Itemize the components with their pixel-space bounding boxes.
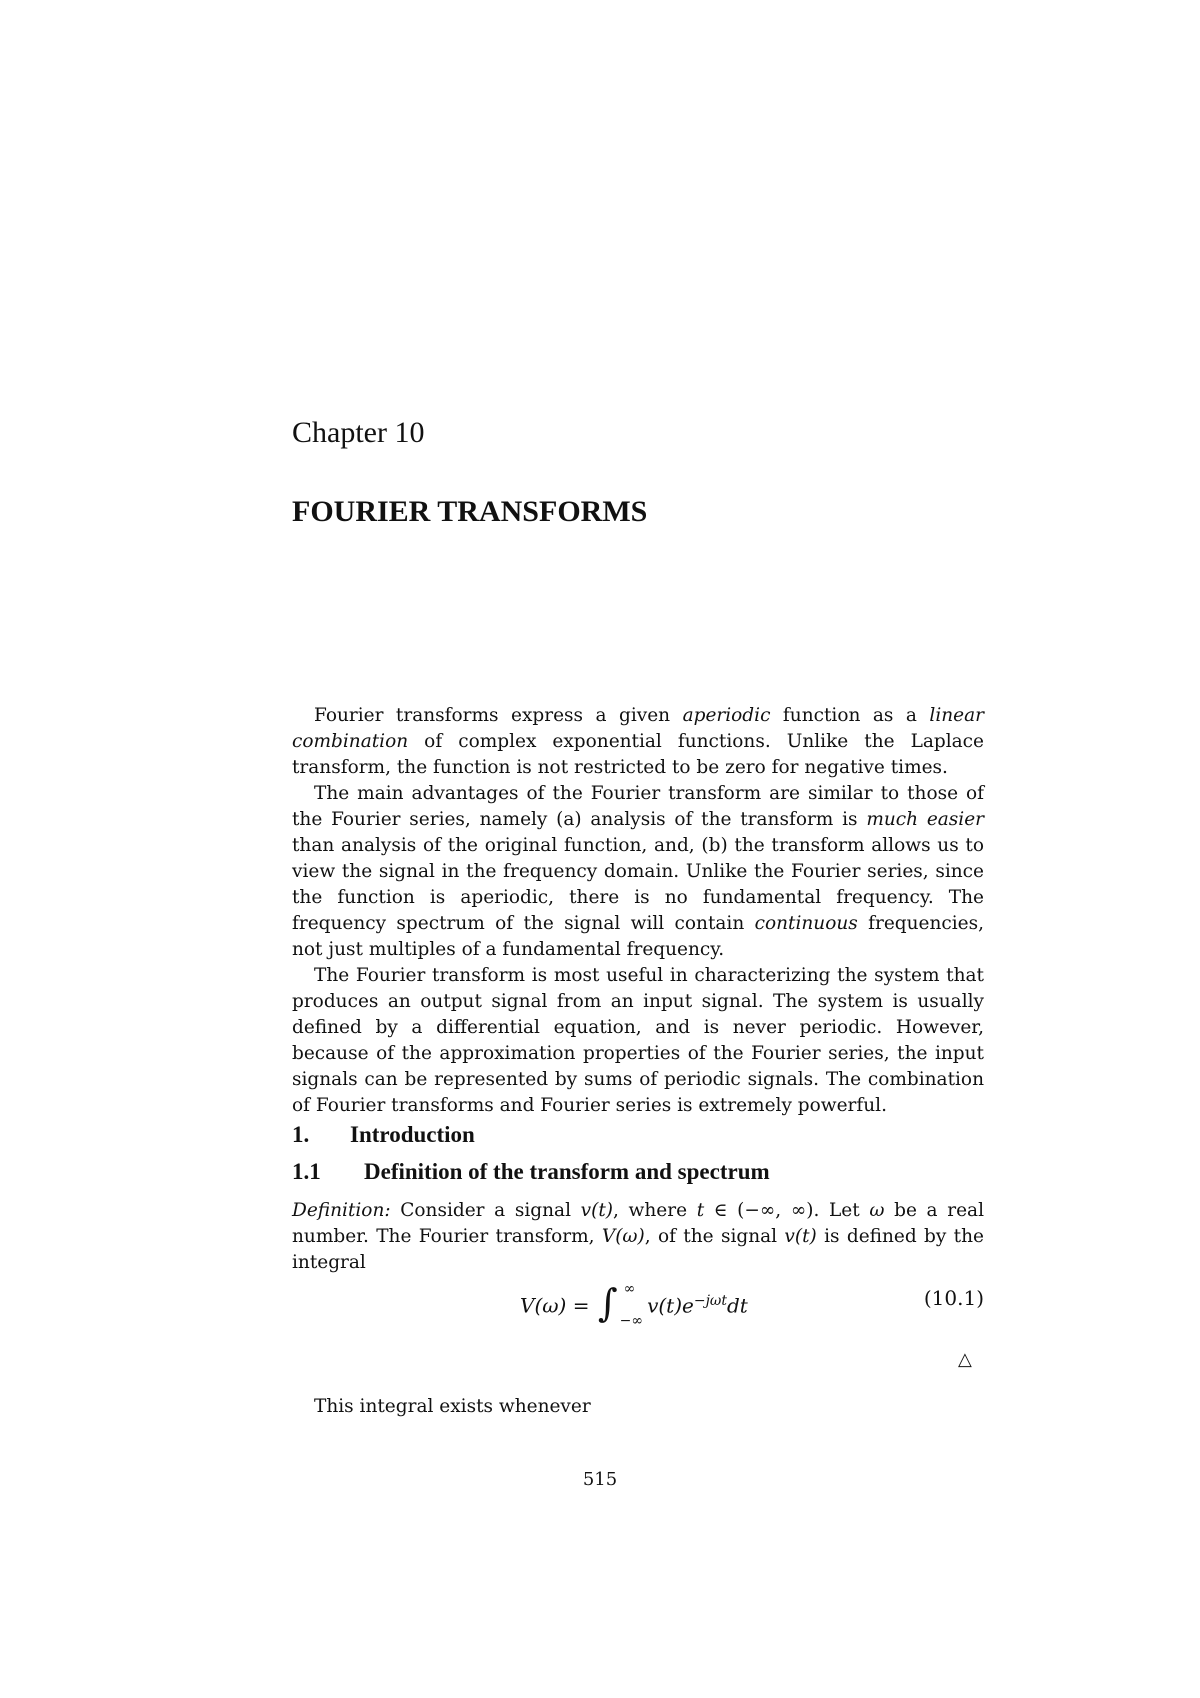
equation-lhs: V(ω) <box>520 1293 567 1318</box>
integral-sign: ∫ <box>597 1281 618 1325</box>
upper-limit: ∞ <box>623 1281 636 1297</box>
math-t: t <box>696 1200 705 1221</box>
section-title: Introduction <box>350 1122 475 1147</box>
continuation-paragraph: This integral exists whenever <box>314 1396 591 1417</box>
text-run: is defined by the integral <box>292 1226 984 1273</box>
intro-paragraph-3: The Fourier transform is most useful in characterizing the system that produces an output signal from an input signal. The system is usually defined by a differential equation, and is never periodic. However, because of the approximation properties of the Fourier series, the input signals can be represented by sums of periodic signals. The combination of Fourier transforms and Fourier series is extremely powerful. <box>292 965 984 1116</box>
math-omega: ω <box>869 1200 885 1221</box>
text-run: Consider a signal <box>390 1200 581 1221</box>
equation-number: (10.1) <box>923 1286 984 1310</box>
emphasis-much-easier: much easier <box>866 809 985 830</box>
equation-body <box>520 1281 748 1330</box>
text-run: be a real number. The Fourier transform, <box>292 1200 984 1247</box>
math-v-of-t: v(t) <box>784 1226 817 1247</box>
integral-limits <box>620 1282 643 1328</box>
text-run: Fourier transforms express a given <box>314 705 683 726</box>
integrand: v(t)e <box>647 1293 694 1318</box>
intro-paragraph-2 <box>292 781 984 963</box>
text-run: The main advantages of the Fourier transform are similar to those of the Fourier series, namely (a) analysis of the transform is <box>292 783 984 830</box>
subsection-title: Definition of the transform and spectrum <box>364 1159 770 1184</box>
chapter-title: FOURIER TRANSFORMS <box>292 495 648 528</box>
subsection-heading-definition <box>292 1160 984 1183</box>
end-of-definition-icon: △ <box>958 1349 972 1370</box>
emphasis-linear-combination: linear combination <box>292 705 984 752</box>
text-run: function as a <box>770 705 930 726</box>
intro-paragraph-1 <box>292 703 984 781</box>
subsection-number: 1.1 <box>292 1159 321 1184</box>
section-heading-introduction <box>292 1123 984 1146</box>
definition-paragraph <box>292 1198 984 1276</box>
section-number: 1. <box>292 1122 310 1147</box>
text-run: than analysis of the original function, and, (b) the transform allows us to view the signal in the frequency domain. Unlike the Fourier series, since the function is aperiodic, there is no fundamental frequency. The frequency spectrum of the signal will contain <box>292 835 984 934</box>
page-number: 515 <box>582 1469 618 1490</box>
text-run: frequencies, not just multiples of a fundamental frequency. <box>292 913 984 960</box>
math-v-of-t: v(t) <box>580 1200 613 1221</box>
text-run: , where <box>612 1200 697 1221</box>
definition-label: Definition: <box>292 1200 391 1221</box>
emphasis-continuous: continuous <box>754 913 858 934</box>
text-run: ∈ (−∞, ∞). Let <box>704 1200 870 1221</box>
emphasis-aperiodic: aperiodic <box>682 705 771 726</box>
lower-limit: −∞ <box>619 1313 644 1329</box>
math-V-of-omega: V(ω) <box>601 1226 645 1247</box>
differential: dt <box>726 1293 748 1318</box>
text-run: of complex exponential functions. Unlike the Laplace transform, the function is not restricted to be zero for negative times. <box>292 731 984 778</box>
intro-section <box>292 703 984 1119</box>
equals-sign: = <box>572 1293 590 1318</box>
equation-10-1 <box>292 1272 984 1332</box>
chapter-label: Chapter 10 <box>292 416 425 449</box>
text-run: , of the signal <box>644 1226 785 1247</box>
exponent: −jωt <box>693 1292 727 1309</box>
